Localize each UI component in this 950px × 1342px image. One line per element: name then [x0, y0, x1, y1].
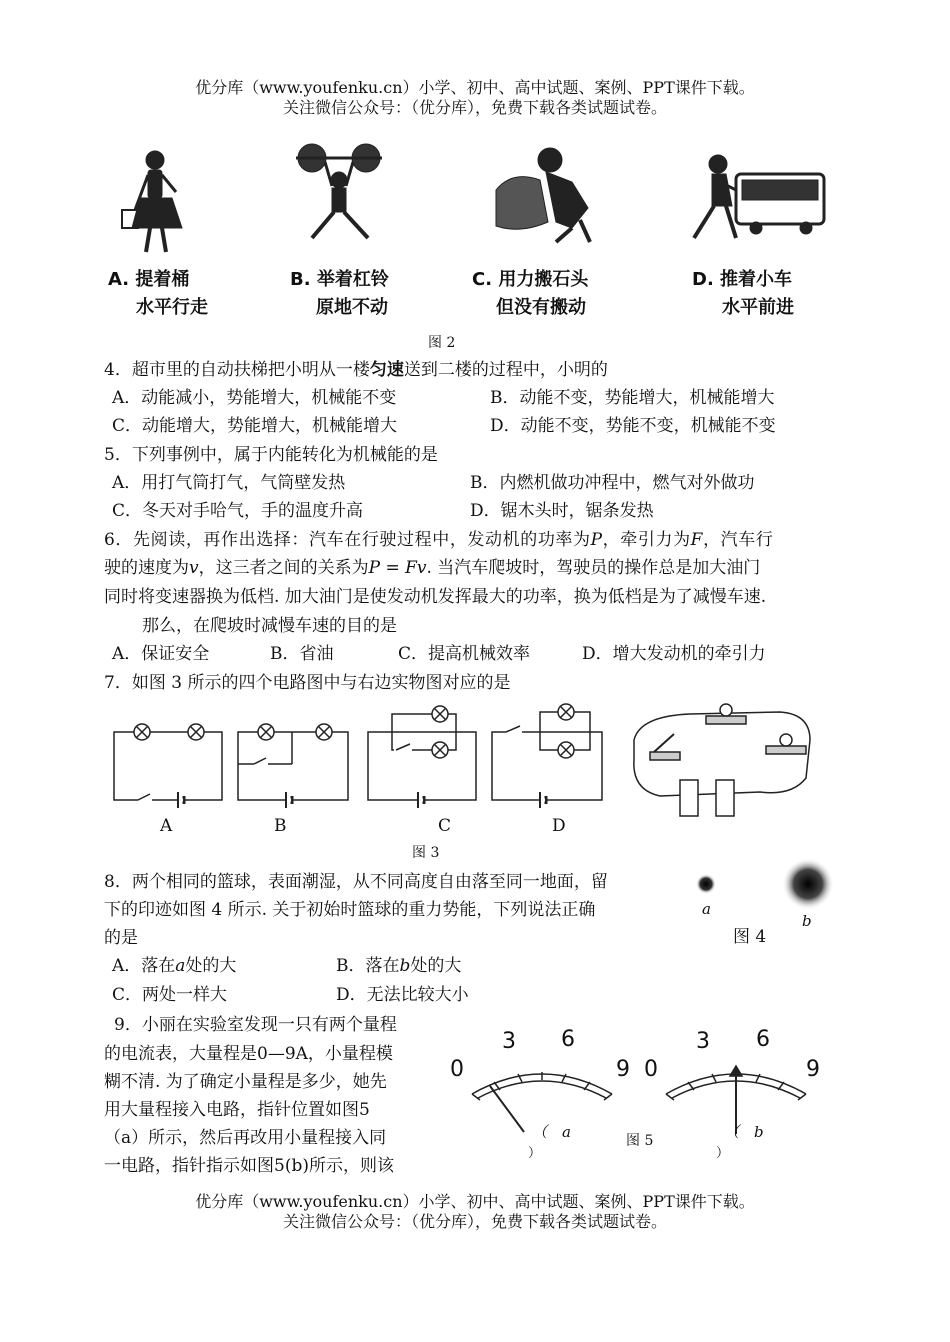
fig2-label-b-line2: 原地不动 — [316, 297, 388, 318]
q5-option-a: A．用打气筒打气，气筒壁发热 — [112, 473, 346, 493]
q8-line-2: 下的印迹如图 4 所示. 关于初始时篮球的重力势能，下列说法正确 — [104, 900, 596, 920]
meter-b-tick-0: 0 — [644, 1057, 658, 1082]
fig2-label-a-line1: A. 提着桶 — [108, 269, 190, 290]
q4-option-a: A．动能减小，势能增大，机械能不变 — [112, 388, 397, 408]
figure-2-illustrations — [0, 130, 950, 390]
q9-line-6: 一电路，指针指示如图5(b)所示，则该 — [104, 1156, 394, 1176]
fig2-label-a-line2: 水平行走 — [136, 297, 208, 318]
circuit-d-diagram — [492, 704, 602, 808]
q9-line-2: 的电流表，大量程是0—9A，小量程模 — [104, 1044, 393, 1064]
person-pushing-cart-image — [694, 155, 824, 238]
header-line-2: 关注微信公众号：（优分库），免费下载各类试题试卷。 — [282, 98, 667, 117]
fig5-caption: 图 5 — [626, 1133, 654, 1149]
circuit-d-label: D — [552, 816, 566, 836]
footer-line-1: 优分库（www.youfenku.cn）小学、初中、高中试题、案例、PPT课件下载。 — [195, 1192, 755, 1211]
q8-line-1: 8．两个相同的篮球，表面潮湿，从不同高度自由落至同一地面，留 — [104, 872, 608, 892]
circuit-a-diagram — [114, 724, 222, 808]
q8-option-a: A．落在a处的大 — [112, 956, 237, 976]
footer-line-2: 关注微信公众号：（优分库），免费下载各类试题试卷。 — [282, 1212, 667, 1231]
meter-a-tick-0: 0 — [450, 1057, 464, 1082]
q6-line-2: 驶的速度为v，这三者之间的关系为P = Fv. 当汽车爬坡时，驾驶员的操作总是加大油门 — [104, 558, 761, 578]
figure-3-circuits — [0, 700, 950, 840]
figure-4-ball-marks — [680, 856, 880, 936]
fig2-label-c-line2: 但没有搬动 — [496, 297, 586, 318]
meter-a-needle — [490, 1086, 524, 1132]
fig2-caption: 图 2 — [428, 335, 456, 351]
circuit-b-diagram — [238, 724, 348, 808]
q6-line-4: 那么，在爬坡时减慢车速的目的是 — [142, 616, 397, 636]
q6-option-a: A．保证安全 — [112, 644, 210, 664]
meter-a-tick-9: 9 — [616, 1057, 630, 1082]
person-carrying-bucket-image — [122, 151, 182, 252]
q6-line-3: 同时将变速器换为低档. 加大油门是使发动机发挥最大的功率，换为低档是为了减慢车速. — [104, 587, 767, 607]
meter-b-label: （ b — [724, 1123, 764, 1141]
q9-line-4: 用大量程接入电路，指针位置如图5 — [104, 1100, 370, 1120]
q7-stem: 7．如图 3 所示的四个电路图中与右边实物图对应的是 — [104, 673, 511, 693]
q9-line-5: （a）所示，然后再改用小量程接入同 — [104, 1128, 387, 1148]
circuit-c-diagram — [368, 706, 476, 808]
q4-stem: 4．超市里的自动扶梯把小明从一楼匀速送到二楼的过程中，小明的 — [104, 360, 608, 380]
q5-option-d: D．锯木头时，锯条发热 — [470, 501, 654, 521]
meter-a-tick-6: 6 — [561, 1027, 575, 1052]
q4-option-c: C．动能增大，势能增大，机械能增大 — [112, 416, 398, 436]
meter-b-label-close: ） — [716, 1146, 730, 1161]
fig2-label-c-line1: C. 用力搬石头 — [472, 269, 589, 290]
q9-line-1: 9．小丽在实验室发现一只有两个量程 — [114, 1015, 397, 1035]
q4-option-d: D．动能不变，势能不变，机械能不变 — [490, 416, 776, 436]
q5-option-b: B．内燃机做功冲程中，燃气对外做功 — [470, 473, 755, 493]
circuit-a-label: A — [160, 816, 173, 836]
meter-a-tick-3: 3 — [502, 1029, 516, 1054]
q6-option-d: D．增大发动机的牵引力 — [582, 644, 766, 664]
q8-option-c: C．两处一样大 — [112, 985, 228, 1005]
q5-option-c: C．冬天对手哈气，手的温度升高 — [112, 501, 364, 521]
fig3-caption: 图 3 — [412, 845, 440, 861]
header-line-1: 优分库（www.youfenku.cn）小学、初中、高中试题、案例、PPT课件下载。 — [195, 78, 755, 97]
person-lifting-stone-image — [496, 148, 590, 242]
ball-mark-a — [696, 874, 716, 894]
q6-line-1: 6．先阅读，再作出选择：汽车在行驶过程中，发动机的功率为P，牵引力为F，汽车行 — [104, 530, 774, 550]
q8-line-3: 的是 — [104, 928, 138, 948]
q8-option-b: B．落在b处的大 — [336, 956, 462, 976]
meter-b-tick-3: 3 — [696, 1029, 710, 1054]
weightlifter-image — [296, 144, 382, 238]
q5-stem: 5．下列事例中，属于内能转化为机械能的是 — [104, 445, 438, 465]
fig4-label-b: b — [802, 912, 812, 930]
meter-b-tick-6: 6 — [756, 1027, 770, 1052]
ball-mark-b — [782, 858, 834, 910]
q4-option-b: B．动能不变，势能增大，机械能增大 — [490, 388, 775, 408]
fig4-label-a: a — [702, 900, 711, 918]
meter-a-label: （ a — [532, 1123, 571, 1141]
q6-option-c: C．提高机械效率 — [398, 644, 531, 664]
q6-option-b: B．省油 — [270, 644, 334, 664]
circuit-c-label: C — [438, 816, 452, 836]
meter-a-label-close: ） — [528, 1146, 542, 1161]
physical-circuit-image — [634, 704, 810, 816]
meter-b-tick-9: 9 — [806, 1057, 820, 1082]
q9-line-3: 糊不清. 为了确定小量程是多少，她先 — [104, 1072, 387, 1092]
circuit-b-label: B — [274, 816, 287, 836]
q8-option-d: D．无法比较大小 — [336, 985, 469, 1005]
fig2-label-d-line1: D. 推着小车 — [692, 269, 793, 290]
fig2-label-b-line1: B. 举着杠铃 — [290, 269, 389, 290]
fig4-caption: 图 4 — [733, 927, 767, 947]
fig2-label-d-line2: 水平前进 — [722, 297, 794, 318]
